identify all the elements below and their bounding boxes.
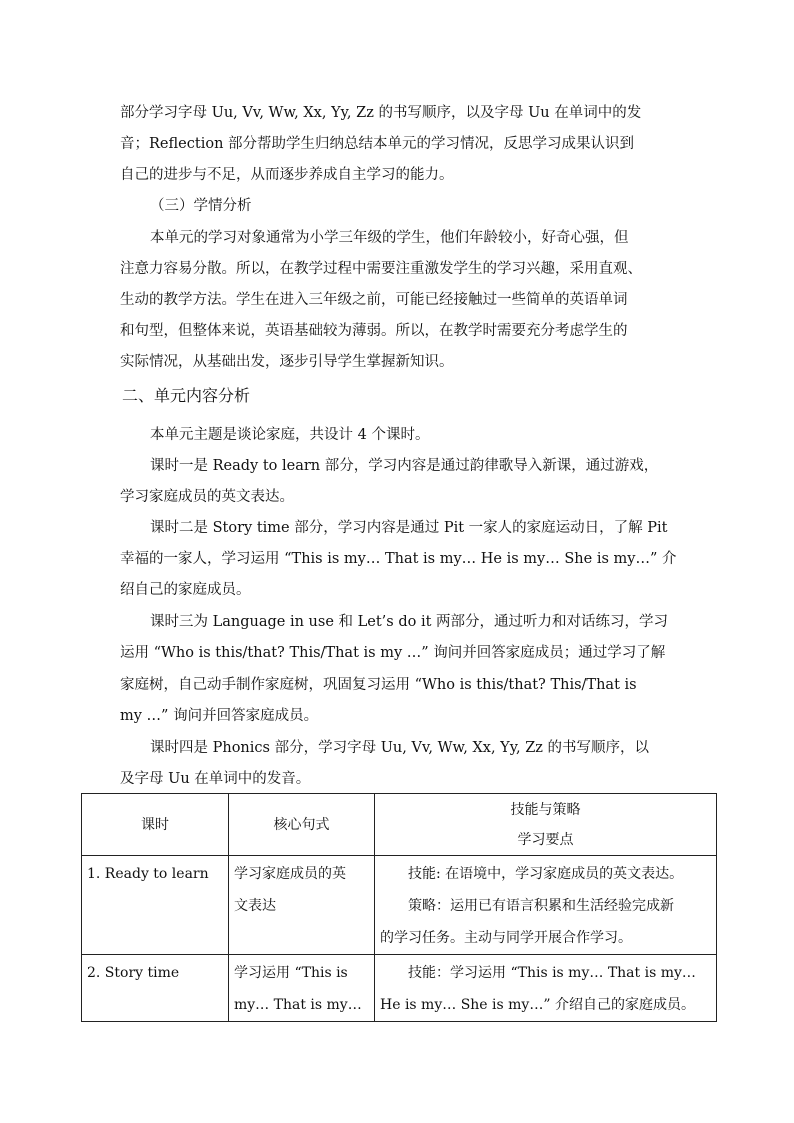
paragraph-line: 幸福的一家人，学习运用 “This is my… That is my… He is my… She is my…” 介 xyxy=(120,551,677,567)
paragraph-line: 实际情况，从基础出发，逐步引导学生掌握新知识。 xyxy=(120,354,454,370)
paragraph-line: 本单元主题是谈论家庭，共设计 4 个课时。 xyxy=(150,427,430,443)
cell-points xyxy=(375,856,717,955)
header-pattern: 核心句式 xyxy=(229,794,375,856)
header-lesson: 课时 xyxy=(82,794,229,856)
paragraph-line: 绍自己的家庭成员。 xyxy=(120,582,251,598)
lesson-table xyxy=(81,793,717,1022)
paragraph-line: 运用 “Who is this/that? This/That is my …” 询问并回答家庭成员；通过学习了解 xyxy=(120,645,666,661)
cell-points xyxy=(375,955,717,1022)
section-heading: 二、单元内容分析 xyxy=(122,386,251,405)
paragraph-line: 本单元的学习对象通常为小学三年级的学生，他们年龄较小，好奇心强，但 xyxy=(150,230,629,246)
cell-pattern-line: 文表达 xyxy=(234,898,276,914)
paragraph-line: 课时一是 Ready to learn 部分，学习内容是通过韵律歌导入新课，通过游戏， xyxy=(150,458,659,474)
paragraph-line: my …” 询问并回答家庭成员。 xyxy=(120,708,319,724)
table-row xyxy=(82,856,717,955)
paragraph-line: 课时四是 Phonics 部分，学习字母 Uu, Vv, Ww, Xx, Yy, Zz 的书写顺序，以 xyxy=(150,740,650,756)
cell-pattern xyxy=(229,856,375,955)
paragraph-line: 课时二是 Story time 部分，学习内容是通过 Pit 一家人的家庭运动日，了解 Pit xyxy=(150,520,668,536)
paragraph-line: 注意力容易分散。所以，在教学过程中需要注重激发学生的学习兴趣，采用直观、 xyxy=(120,261,642,277)
cell-lesson: 1. Ready to learn xyxy=(82,856,229,955)
cell-pattern-line: 学习家庭成员的英 xyxy=(234,866,346,882)
header-skills-line1: 技能与策略 xyxy=(510,801,581,818)
cell-points-line: 技能：学习运用 “This is my… That is my… xyxy=(408,965,696,981)
cell-points-line: 策略：运用已有语言积累和生活经验完成新 xyxy=(408,898,674,914)
paragraph-line: 音；Reflection 部分帮助学生归纳总结本单元的学习情况，反思学习成果认识到 xyxy=(120,136,635,152)
paragraph-line: 和句型，但整体来说，英语基础较为薄弱。所以，在教学时需要充分考虑学生的 xyxy=(120,323,628,339)
paragraph-line: 课时三为 Language in use 和 Let’s do it 两部分，通过听力和对话练习，学习 xyxy=(150,614,669,630)
cell-points-line: He is my… She is my…” 介绍自己的家庭成员。 xyxy=(380,997,695,1013)
header-skills xyxy=(375,794,717,856)
paragraph-line: 自己的进步与不足，从而逐步养成自主学习的能力。 xyxy=(120,167,454,183)
cell-points-line: 的学习任务。主动与同学开展合作学习。 xyxy=(380,930,632,946)
cell-pattern-line: 学习运用 “This is xyxy=(234,965,348,981)
paragraph-line: 及字母 Uu 在单词中的发音。 xyxy=(120,771,311,787)
paragraph-line: 家庭树，自己动手制作家庭树，巩固复习运用 “Who is this/that? This/That is xyxy=(120,677,637,693)
header-skills-line2: 学习要点 xyxy=(517,831,574,848)
table-header-row xyxy=(82,794,717,856)
paragraph-line: 生动的教学方法。学生在进入三年级之前，可能已经接触过一些简单的英语单词 xyxy=(120,292,628,308)
table-row xyxy=(82,955,717,1022)
cell-points-line: 技能: 在语境中，学习家庭成员的英文表达。 xyxy=(408,866,684,882)
paragraph-line: 部分学习字母 Uu, Vv, Ww, Xx, Yy, Zz 的书写顺序，以及字母 Uu 在单词中的发 xyxy=(120,105,642,121)
subsection-heading: （三）学情分析 xyxy=(150,198,252,214)
cell-pattern xyxy=(229,955,375,1022)
cell-lesson: 2. Story time xyxy=(82,955,229,1022)
paragraph-line: 学习家庭成员的英文表达。 xyxy=(120,489,294,505)
cell-pattern-line: my… That is my… xyxy=(234,997,362,1013)
